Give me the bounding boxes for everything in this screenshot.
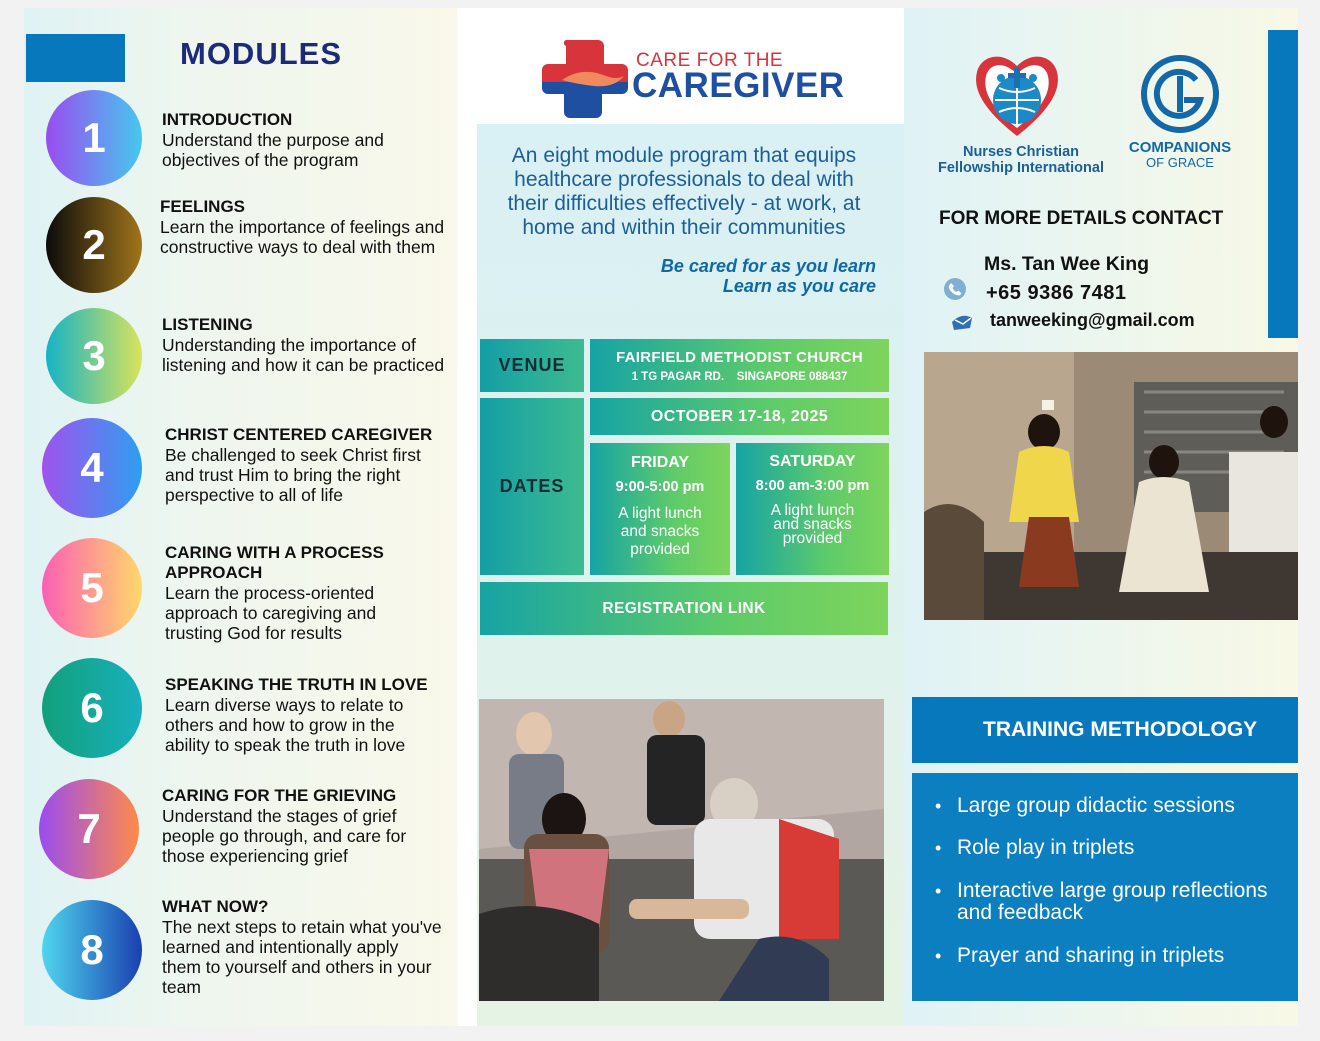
friday-note: A light lunch and snacks provided <box>618 505 702 558</box>
registration-link[interactable]: REGISTRATION LINK <box>480 582 888 635</box>
module-4-title: CHRIST CENTERED CAREGIVER <box>165 425 433 444</box>
friday-day: FRIDAY <box>630 454 690 471</box>
dates-label: DATES <box>480 398 584 575</box>
module-7-desc: Understand the stages of grief people go through, and care for those experiencing grief <box>162 806 407 866</box>
method-item: • Large group didactic sessions <box>957 795 1302 817</box>
module-1-title: INTRODUCTION <box>162 110 293 129</box>
ncfi-line-2: Fellowship International <box>938 160 1104 176</box>
module-5 <box>165 543 415 643</box>
module-3-desc: Understanding the importance of listening and how it can be practiced <box>162 335 445 375</box>
module-number-6: 6 <box>42 658 142 758</box>
module-2-title: FEELINGS <box>160 197 246 216</box>
venue-name: FAIRFIELD METHODIST CHURCH <box>616 348 863 366</box>
contact-name: Ms. Tan Wee King <box>984 253 1150 275</box>
companions-of-grace-logo <box>1120 54 1240 174</box>
modules-title: MODULES <box>180 36 342 71</box>
companions-line-1: COMPANIONS <box>1128 139 1232 156</box>
contact-title: FOR MORE DETAILS CONTACT <box>939 208 1224 229</box>
module-5-title: CARING WITH A PROCESS APPROACH <box>165 543 384 582</box>
method-item: • Role play in triplets <box>957 837 1302 859</box>
module-2-desc: Learn the importance of feelings and constructive ways to deal with them <box>160 217 445 257</box>
module-3-title: LISTENING <box>162 315 253 334</box>
contact-phone[interactable]: +65 9386 7481 <box>986 282 1127 304</box>
logo-line-1: CARE FOR THE <box>636 50 784 71</box>
method-item: • Interactive large group reflections and feedback <box>957 880 1302 924</box>
module-3 <box>162 315 447 375</box>
companions-line-2: OF GRACE <box>1146 155 1214 170</box>
module-number-5: 5 <box>42 538 142 638</box>
module-7 <box>162 786 442 866</box>
right-accent-bar <box>1268 30 1298 338</box>
module-1 <box>162 110 447 170</box>
motto-line-1: Be cared for as you learn <box>660 256 876 276</box>
method-item: • Prayer and sharing in triplets <box>957 945 1302 967</box>
email-icon <box>950 312 974 332</box>
roleplay-photo <box>924 352 1298 620</box>
training-methodology-title: TRAINING METHODOLOGY <box>912 697 1298 763</box>
ncfi-name <box>926 144 1116 176</box>
ncfi-line-1: Nurses Christian <box>962 144 1080 160</box>
module-6-title: SPEAKING THE TRUTH IN LOVE <box>165 675 428 694</box>
training-methodology-list <box>912 773 1298 1001</box>
motto-line-2: Learn as you care <box>722 276 876 296</box>
module-4-desc: Be challenged to seek Christ first and trust Him to bring the right perspective to all of life <box>165 445 421 505</box>
module-6-desc: Learn diverse ways to relate to others and how to grow in the ability to speak the truth in love <box>165 695 406 755</box>
module-8 <box>162 897 442 997</box>
care-for-caregiver-logo <box>538 36 845 126</box>
module-1-desc: Understand the purpose and objectives of the program <box>162 130 384 170</box>
module-2 <box>160 197 445 257</box>
saturday-box <box>736 443 889 575</box>
module-7-title: CARING FOR THE GRIEVING <box>162 786 397 805</box>
module-8-title: WHAT NOW? <box>162 897 269 916</box>
heart-globe-icon <box>971 48 1063 140</box>
contact-email[interactable]: tanweeking@gmail.com <box>990 310 1195 330</box>
module-number-3: 3 <box>46 308 142 404</box>
ncfi-logo <box>926 48 1116 183</box>
venue-label: VENUE <box>480 339 584 392</box>
caregiver-heart-hand-icon <box>538 36 630 124</box>
module-number-7: 7 <box>39 779 139 879</box>
module-8-desc: The next steps to retain what you've learned and intentionally apply them to yourself and others in your team <box>162 917 442 997</box>
module-6 <box>165 675 440 755</box>
saturday-time: 8:00 am-3:00 pm <box>755 478 870 494</box>
program-tagline: An eight module program that equips healthcare professionals to deal with their difficulties effectively - at work, at home and within their communities <box>507 144 861 239</box>
friday-box <box>590 443 730 575</box>
date-range: OCTOBER 17-18, 2025 <box>590 398 889 435</box>
modules-accent-tab <box>26 34 125 82</box>
friday-time: 9:00-5:00 pm <box>615 479 705 495</box>
module-4 <box>165 425 445 505</box>
venue-box <box>590 339 889 392</box>
program-motto <box>584 256 876 296</box>
saturday-day: SATURDAY <box>769 453 856 470</box>
saturday-note: A light lunch and snacks provided <box>770 502 855 547</box>
venue-address: 1 TG PAGAR RD. SINGAPORE 088437 <box>631 370 848 383</box>
group-session-photo <box>479 699 884 1001</box>
phone-icon <box>943 277 967 301</box>
module-number-1: 1 <box>46 90 142 186</box>
module-5-desc: Learn the process-oriented approach to caregiving and trusting God for results <box>165 583 377 643</box>
module-number-2: 2 <box>46 197 142 293</box>
cg-monogram-icon <box>1140 54 1220 134</box>
logo-line-2: CAREGIVER <box>632 66 845 105</box>
module-number-8: 8 <box>42 900 142 1000</box>
module-number-4: 4 <box>42 418 142 518</box>
